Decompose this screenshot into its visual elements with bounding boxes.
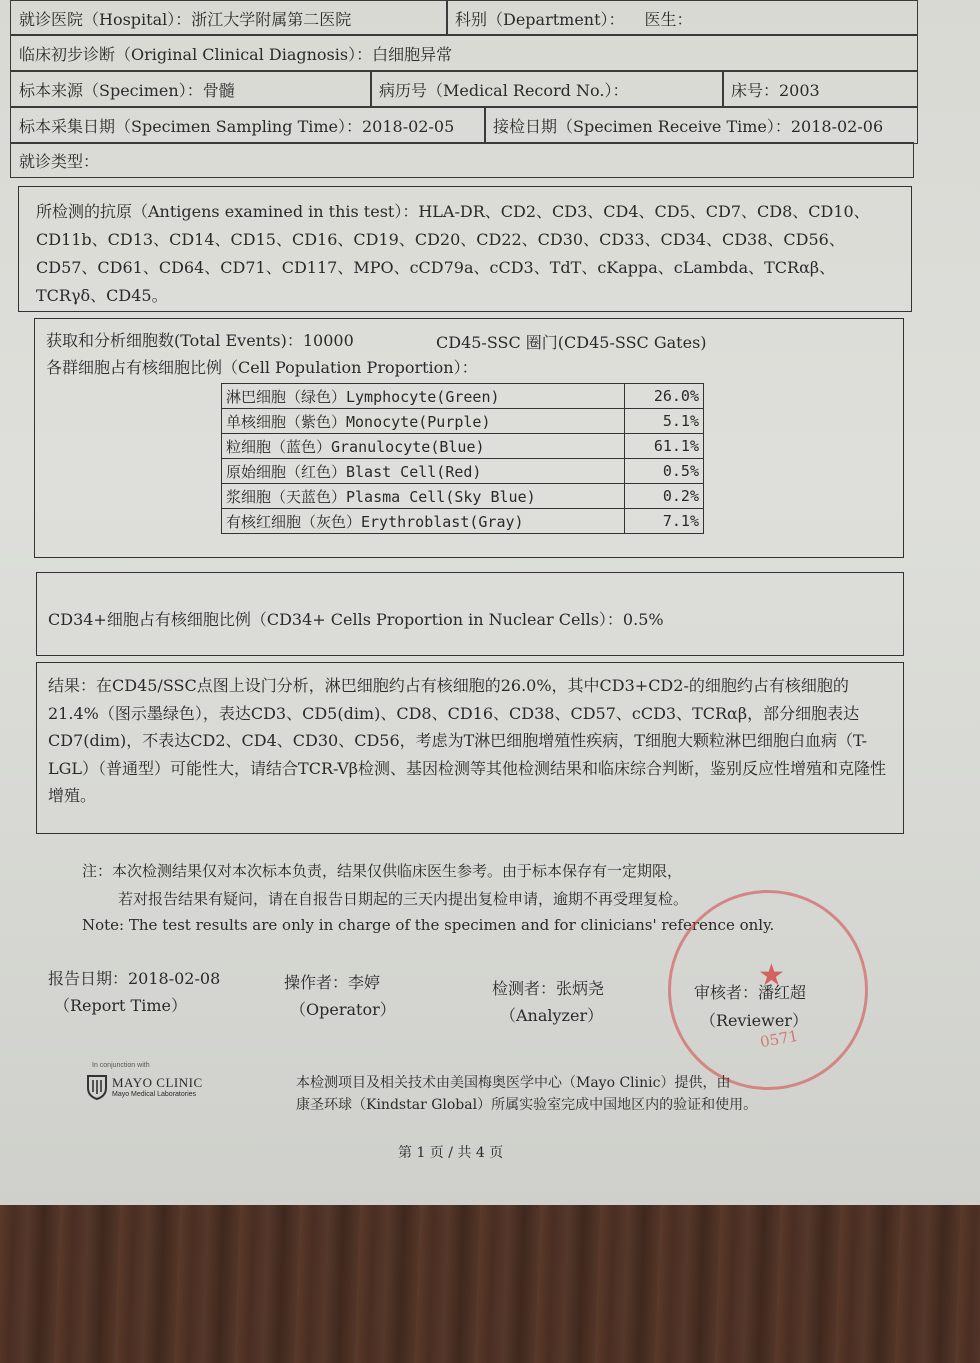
visit-type-field xyxy=(10,142,914,178)
doctor-text: 医生： xyxy=(644,9,693,29)
seal-code: 0571 xyxy=(758,1026,800,1052)
diagnosis-text: 临床初步诊断（Original Clinical Diagnosis）：白细胞异常 xyxy=(19,44,453,64)
report-date: 报告日期：2018-02-08 xyxy=(48,969,221,988)
bed-field xyxy=(722,70,918,108)
table-row xyxy=(222,384,704,409)
population-table xyxy=(221,383,704,534)
record-no-text: 病历号（Medical Record No.）： xyxy=(379,80,629,100)
analyzer-en: （Analyzer） xyxy=(500,1006,604,1025)
table-row xyxy=(222,484,704,509)
cell-population-name: 原始细胞（红色）Blast Cell(Red) xyxy=(222,459,625,484)
visit-type-text: 就诊类型： xyxy=(19,151,100,171)
table-row xyxy=(222,459,704,484)
sampling-time-text: 标本采集日期（Specimen Sampling Time）：2018-02-05 xyxy=(19,116,455,136)
note-line-2: 若对报告结果有疑问，请在自报告日期起的三天内提出复检申请，逾期不再受理复检。 xyxy=(118,890,689,908)
operator: 操作者：李婷 xyxy=(284,973,381,992)
disclaimer-line-2: 康圣环球（Kindstar Global）所属实验室完成中国地区内的验证和使用。 xyxy=(296,1097,758,1113)
logo-name: MAYO CLINIC xyxy=(112,1075,203,1090)
cell-population-value: 7.1% xyxy=(625,509,704,534)
logo-sub: Mayo Medical Laboratories xyxy=(112,1091,197,1098)
bed-text: 床号：2003 xyxy=(731,80,820,100)
cell-population-value: 61.1% xyxy=(625,434,704,459)
sampling-time-field xyxy=(10,106,486,144)
cd34-text: CD34+细胞占有核细胞比例（CD34+ Cells Proportion in Nuclear Cells）：0.5% xyxy=(48,610,664,629)
mayo-shield-icon xyxy=(86,1074,108,1100)
hospital-text: 就诊医院（Hospital）：浙江大学附属第二医院 xyxy=(19,9,352,29)
note-line-3: Note: The test results are only in charge of the specimen and for clinicians' reference only. xyxy=(82,916,775,934)
cell-population-name: 浆细胞（天蓝色）Plasma Cell(Sky Blue) xyxy=(222,484,625,509)
specimen-text: 标本来源（Specimen）：骨髓 xyxy=(19,80,235,100)
result-text: 结果：在CD45/SSC点图上设门分析，淋巴细胞约占有核细胞的26.0%，其中CD3+CD2-的细胞约占有核细胞的21.4%（图示墨绿色），表达CD3、CD5(dim)、CD8、CD16、CD38、CD57、cCD3、TCRαβ，部分细胞表达CD7(dim)，不表达CD2、CD4、CD30、CD56，考虑为T淋巴细胞增殖性疾病，T细胞大颗粒淋巴细胞白血病（T-LGL）（普通型）可能性大，请结合TCR-Vβ检测、基因检测等其他检测结果和临床综合判断，鉴别反应性增殖和克隆性增殖。 xyxy=(48,676,887,805)
cell-population-name: 有核红细胞（灰色）Erythroblast(Gray) xyxy=(222,509,625,534)
disclaimer-line-1: 本检测项目及相关技术由美国梅奥医学中心（Mayo Clinic）提供，由 xyxy=(296,1075,731,1091)
table-row xyxy=(222,434,704,459)
reviewer: 审核者：潘红超 xyxy=(694,983,807,1002)
cell-population-name: 淋巴细胞（绿色）Lymphocyte(Green) xyxy=(222,384,625,409)
note-line-1: 注：本次检测结果仅对本次标本负责，结果仅供临床医生参考。由于标本保存有一定期限， xyxy=(82,862,683,880)
antigens-text: 所检测的抗原（Antigens examined in this test）：HLA-DR、CD2、CD3、CD4、CD5、CD7、CD8、CD10、CD11b、CD13、CD14、CD15、CD16、CD19、CD20、CD22、CD30、CD33、CD34、CD38、CD56、CD57、CD61、CD64、CD71、CD117、MPO、cCD79a、cCD3、TdT、cKappa、cLambda、TCRαβ、TCRγδ、CD45。 xyxy=(36,202,870,305)
cell-population-value: 0.5% xyxy=(625,459,704,484)
gates-label: CD45-SSC 圈门(CD45-SSC Gates) xyxy=(436,333,707,352)
receive-time-text: 接检日期（Specimen Receive Time）：2018-02-06 xyxy=(493,116,884,136)
seal-star-icon: ★ xyxy=(758,958,785,993)
receive-time-field xyxy=(484,106,918,144)
cell-population-value: 0.2% xyxy=(625,484,704,509)
report-date-en: （Report Time） xyxy=(54,996,187,1015)
operator-en: （Operator） xyxy=(290,1000,396,1019)
diagnosis-field xyxy=(10,34,918,72)
cell-population-name: 粒细胞（蓝色）Granulocyte(Blue) xyxy=(222,434,625,459)
department-text: 科别（Department）： xyxy=(455,9,625,29)
cell-population-name: 单核细胞（紫色）Monocyte(Purple) xyxy=(222,409,625,434)
mayo-logo xyxy=(86,1062,236,1104)
department-field xyxy=(446,0,918,36)
record-no-field xyxy=(370,70,724,108)
wooden-table-background xyxy=(0,1205,980,1363)
reviewer-en: （Reviewer） xyxy=(700,1011,808,1030)
population-title: 各群细胞占有核细胞比例（Cell Population Proportion）： xyxy=(46,358,478,377)
logo-small-text: In conjunction with xyxy=(92,1062,150,1069)
cell-population-value: 26.0% xyxy=(625,384,704,409)
specimen-field xyxy=(10,70,372,108)
table-row xyxy=(222,509,704,534)
hospital-field xyxy=(10,0,448,36)
table-row xyxy=(222,409,704,434)
page-number: 第 1 页 / 共 4 页 xyxy=(398,1145,504,1161)
analyzer: 检测者：张炳尧 xyxy=(492,979,605,998)
cell-population-value: 5.1% xyxy=(625,409,704,434)
total-events: 获取和分析细胞数(Total Events)：10000 xyxy=(46,331,354,350)
